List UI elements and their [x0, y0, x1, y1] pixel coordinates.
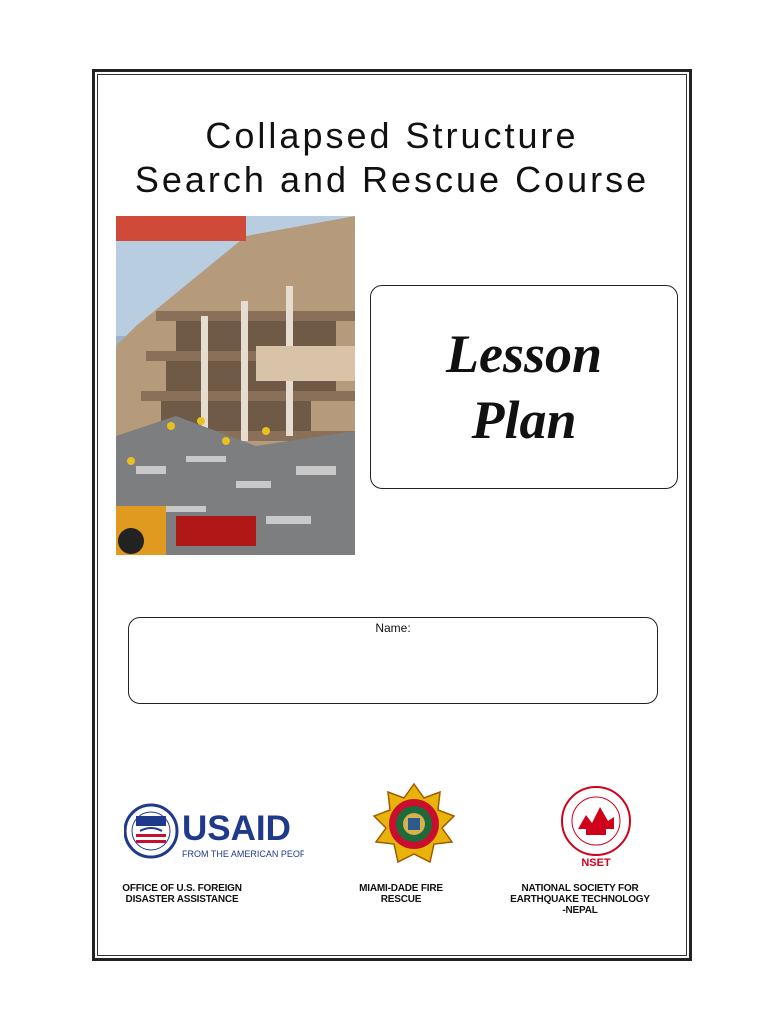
lesson-plan-title-line-2: Plan [471, 390, 577, 450]
miami-dade-fire-rescue-logo [372, 782, 456, 870]
nset-org-label-line-3: -NEPAL [562, 905, 598, 916]
miami-dade-org-label [336, 883, 466, 905]
nset-logo [556, 785, 636, 869]
usaid-org-label-line-2: DISASTER ASSISTANCE [125, 894, 239, 905]
lesson-plan-box [370, 285, 678, 489]
miami-dade-org-label-line-2: RESCUE [380, 894, 422, 905]
course-title [92, 114, 692, 202]
course-title-line-2: Search and Rescue Course [134, 159, 650, 200]
collapsed-building-photo [116, 216, 355, 555]
nset-org-label [500, 883, 660, 916]
usaid-logo-tagline: FROM THE AMERICAN PEOPLE [182, 849, 304, 859]
usaid-org-label [112, 883, 252, 905]
name-label: Name: [375, 621, 411, 635]
nset-org-label-line-2: EARTHQUAKE TECHNOLOGY [510, 894, 650, 905]
lesson-plan-title-line-1: Lesson [445, 324, 602, 384]
nset-org-label-line-1: NATIONAL SOCIETY FOR [521, 883, 639, 894]
nset-logo-text: NSET [581, 857, 611, 869]
miami-dade-org-label-line-1: MIAMI-DADE FIRE [359, 883, 443, 894]
usaid-org-label-line-1: OFFICE OF U.S. FOREIGN [122, 883, 242, 894]
name-field[interactable] [128, 617, 658, 704]
usaid-logo [124, 798, 304, 864]
usaid-logo-text: USAID [182, 809, 291, 848]
course-title-line-1: Collapsed Structure [205, 115, 579, 156]
